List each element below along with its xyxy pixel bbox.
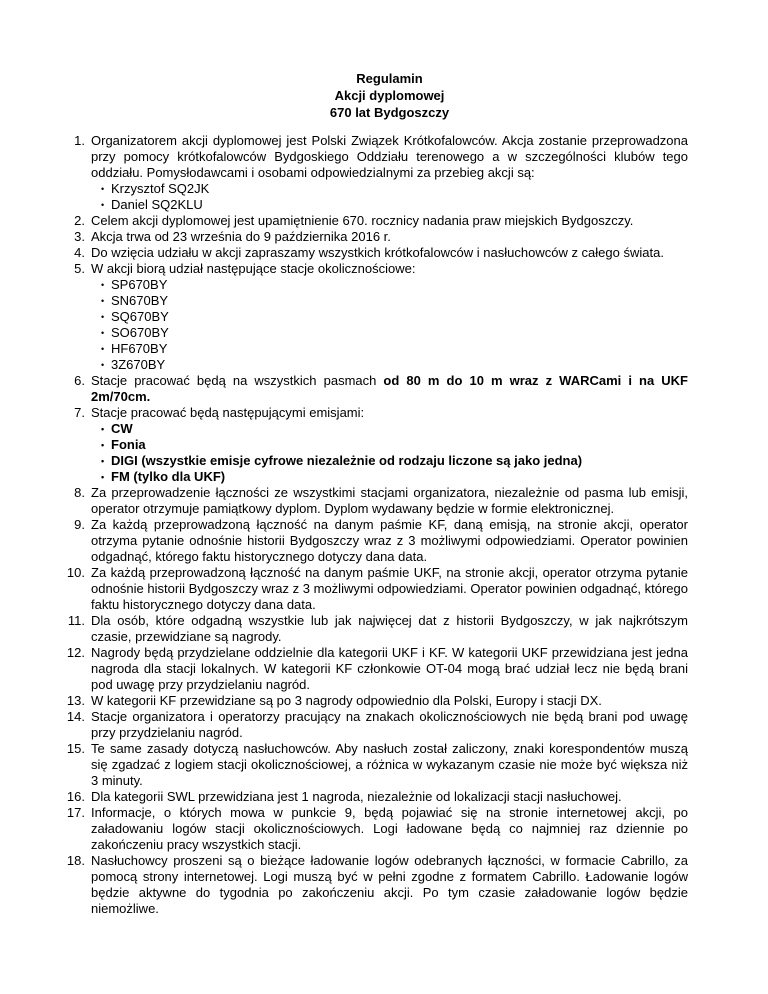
rule-text: Stacje organizatora i operatorzy pracujący na znakach okolicznościowych nie będą brani pod uwagę przy przydzielaniu nagród.: [91, 709, 688, 740]
rule-number: 2.: [74, 213, 85, 228]
rule-number: 3.: [74, 229, 85, 244]
rule-15: [66, 741, 688, 789]
emission-item: • CW: [101, 421, 688, 437]
rule-text: W akcji biorą udział następujące stacje okolicznościowe:: [91, 261, 416, 276]
emission-item: • Fonia: [101, 437, 688, 453]
rule-number: 5.: [74, 261, 85, 276]
rule-number: 18.: [66, 853, 85, 868]
rule-number: 9.: [74, 517, 85, 532]
rule-number: 7.: [74, 405, 85, 420]
emissions-list: [91, 421, 688, 485]
rule-number: 12.: [66, 645, 85, 660]
title-line-1: Regulamin: [356, 71, 423, 86]
rule-16: [66, 789, 688, 805]
station-item: • SQ670BY: [101, 309, 688, 325]
emission-item: • FM (tylko dla UKF): [101, 469, 688, 485]
rule-text: Do wzięcia udziału w akcji zapraszamy wszystkich krótkofalowców i nasłuchowców z całego świata.: [91, 245, 664, 260]
rule-number: 17.: [66, 805, 85, 820]
rule-12: [66, 645, 688, 693]
rule-text: Nagrody będą przydzielane oddzielnie dla kategorii UKF i KF. W kategorii UKF przewidziana jest jedna nagroda dla stacji lokalnych. W kategorii KF członkowie OT-04 mogą brać udział lecz nie będą brani pod uwagę przy przydzielaniu nagród.: [91, 645, 688, 692]
document-title: [91, 70, 688, 121]
rule-5: [74, 261, 688, 373]
rule-4: [74, 245, 688, 261]
rule-number: 13.: [66, 693, 85, 708]
rule-number: 8.: [74, 485, 85, 500]
rule-text: W kategorii KF przewidziane są po 3 nagrody odpowiednio dla Polski, Europy i stacji DX.: [91, 693, 602, 708]
rule-number: 6.: [74, 373, 85, 388]
emission-item: • DIGI (wszystkie emisje cyfrowe niezależnie od rodzaju liczone są jako jedna): [101, 453, 688, 469]
rule-3: [74, 229, 688, 245]
rule-10: [66, 565, 688, 613]
rule-number: 4.: [74, 245, 85, 260]
rule-18: [66, 853, 688, 917]
rule-text: Celem akcji dyplomowej jest upamiętnienie 670. rocznicy nadania praw miejskich Bydgoszczy.: [91, 213, 634, 228]
rule-text: Za każdą przeprowadzoną łączność na danym paśmie UKF, na stronie akcji, operator otrzyma pytanie odnośnie historii Bydgoszczy wraz z 3 możliwymi odpowiedziami. Operator powinien odgadnąć, którego faktu historycznego dotyczy dana data.: [91, 565, 688, 612]
rule-text: Informacje, o których mowa w punkcie 9, będą pojawiać się na stronie internetowej akcji, po załadowaniu logów stacji okolicznościowych. Logi ładowane będą co najmniej raz dziennie po zakończeniu pracy wszystkich stacji.: [91, 805, 688, 852]
rule-text: Akcja trwa od 23 września do 9 października 2016 r.: [91, 229, 391, 244]
rule-text-bold: od 80 m do 10 m wraz z WARCami i na UKF 2m/70cm.: [91, 373, 688, 404]
station-item: • SN670BY: [101, 293, 688, 309]
organizer-item: • Daniel SQ2KLU: [101, 197, 688, 213]
title-line-2: Akcji dyplomowej: [334, 88, 445, 103]
organizers-list: [91, 181, 688, 213]
rule-text: Te same zasady dotyczą nasłuchowców. Aby nasłuch został zaliczony, znaki korespondentów muszą się zgadzać z logiem stacji okolicznościowej, a różnica w wykazanym czasie nie może być większa niż 3 minuty.: [91, 741, 688, 788]
rule-6: [74, 373, 688, 405]
rule-number: 14.: [66, 709, 85, 724]
rule-number: 16.: [66, 789, 85, 804]
rule-7: [74, 405, 688, 485]
station-item: • SP670BY: [101, 277, 688, 293]
rule-number: 11.: [67, 613, 85, 628]
rule-text: Stacje pracować będą na wszystkich pasmach: [91, 373, 384, 388]
station-item: • 3Z670BY: [101, 357, 688, 373]
rule-8: [74, 485, 688, 517]
rule-14: [66, 709, 688, 741]
rule-text: Za każdą przeprowadzoną łączność na danym paśmie KF, daną emisją, na stronie akcji, operator otrzyma pytanie odnośnie historii Bydgoszczy wraz z 3 możliwymi odpowiedziami. Operator powinien odgadnąć, którego faktu historycznego dotyczy dana data.: [91, 517, 688, 564]
rule-text: Dla osób, które odgadną wszystkie lub jak najwięcej dat z historii Bydgoszczy, w jak najkrótszym czasie, przewidziane są nagrody.: [91, 613, 688, 644]
stations-list: [91, 277, 688, 373]
station-item: • SO670BY: [101, 325, 688, 341]
rule-11: [67, 613, 688, 645]
rule-9: [74, 517, 688, 565]
rule-text: Dla kategorii SWL przewidziana jest 1 nagroda, niezależnie od lokalizacji stacji nasłuchowej.: [91, 789, 622, 804]
organizer-item: • Krzysztof SQ2JK: [101, 181, 688, 197]
rule-text: Nasłuchowcy proszeni są o bieżące ładowanie logów odebranych łączności, w formacie Cabrillo, za pomocą strony internetowej. Logi muszą być w pełni zgodne z formatem Cabrillo. Ładowanie logów będzie aktywne do tygodnia po zakończeniu akcji. Po tym czasie załadowanie logów będzie niemożliwe.: [91, 853, 688, 916]
rule-13: [66, 693, 688, 709]
rule-17: [66, 805, 688, 853]
rule-1: [74, 133, 688, 213]
rule-number: 10.: [66, 565, 85, 580]
title-line-3: 670 lat Bydgoszczy: [329, 105, 450, 120]
rule-number: 15.: [66, 741, 85, 756]
rule-number: 1.: [74, 133, 85, 148]
rule-text: Organizatorem akcji dyplomowej jest Polski Związek Krótkofalowców. Akcja zostanie przeprowadzona przy pomocy krótkofalowców Bydgoskiego Oddziału terenowego a w szczególności klubów tego oddziału. Pomysłodawcami i osobami odpowiedzialnymi za przebieg akcji są:: [91, 133, 688, 180]
rule-text: Stacje pracować będą następującymi emisjami:: [91, 405, 365, 420]
rules-list: [66, 133, 688, 917]
station-item: • HF670BY: [101, 341, 688, 357]
rule-2: [74, 213, 688, 229]
rule-text: Za przeprowadzenie łączności ze wszystkimi stacjami organizatora, niezależnie od pasma lub emisji, operator otrzymuje pamiątkowy dyplom. Dyplom wydawany będzie w formie elektronicznej.: [91, 485, 688, 516]
